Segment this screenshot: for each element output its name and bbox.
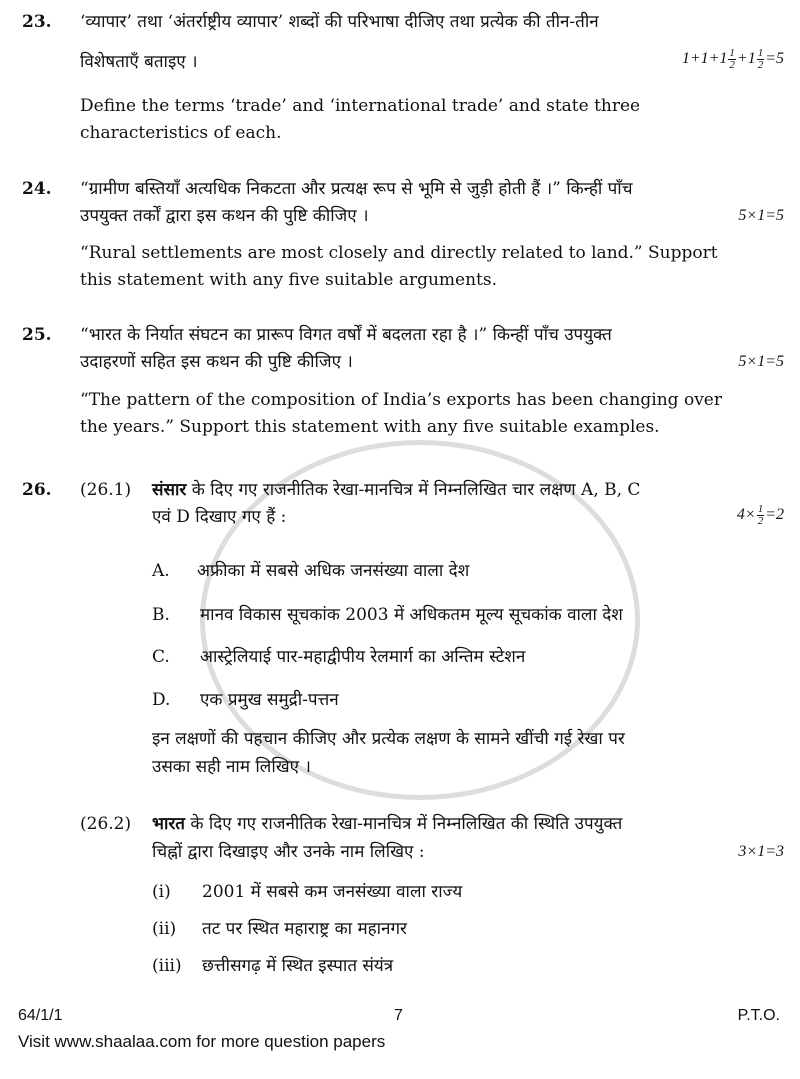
visit-link[interactable]: Visit www.shaalaa.com for more question papers [18, 1032, 386, 1051]
item-text: मानव विकास सूचकांक 2003 में अधिकतम मूल्य सूचकांक वाला देश [200, 605, 623, 625]
q25-hindi-line2: उदाहरणों सहित इस कथन की पुष्टि कीजिए । [80, 352, 353, 372]
bold-word: संसार [152, 480, 187, 500]
item-key: B. [152, 605, 170, 625]
item-key: C. [152, 647, 170, 667]
question-number: 24. [22, 179, 52, 199]
frac-den: 2 [757, 515, 764, 527]
item-key: (i) [152, 882, 171, 902]
pto-label: P.T.O. [737, 1007, 780, 1024]
text: के दिए गए राजनीतिक रेखा-मानचित्र में निम्नलिखित चार लक्षण A, B, C [186, 480, 641, 500]
frac-den: 2 [757, 59, 764, 71]
q25-hindi-line1: “भारत के निर्यात संघटन का प्रारूप विगत वर्षों में बदलता रहा है ।” किन्हीं पाँच उपयुक्त [80, 325, 612, 345]
marks-part: =5 [765, 50, 784, 68]
text: के दिए गए राजनीतिक रेखा-मानचित्र में निम्नलिखित की स्थिति उपयुक्त [185, 814, 623, 834]
marks-part: =2 [765, 506, 784, 524]
item-key: (iii) [152, 956, 182, 976]
q24-hindi-line1: “ग्रामीण बस्तियाँ अत्यधिक निकटता और प्रत्यक्ष रूप से भूमि से जुड़ी होती हैं ।” किन्हीं पाँच [80, 179, 633, 199]
frac-num: 1 [729, 47, 735, 59]
frac-num: 1 [757, 503, 764, 515]
q26-2-line1 [152, 813, 622, 835]
q26-1-line2: एवं D दिखाए गए हैं : [152, 507, 287, 527]
q23-english-line2: characteristics of each. [80, 123, 282, 143]
item-text: आस्ट्रेलियाई पार-महाद्वीपीय रेलमार्ग का अन्तिम स्टेशन [200, 647, 526, 667]
q26-2-line2: चिह्नों द्वारा दिखाइए और उनके नाम लिखिए : [152, 842, 425, 862]
paper-code: 64/1/1 [18, 1007, 63, 1024]
q24-hindi-line2: उपयुक्त तर्कों द्वारा इस कथन की पुष्टि कीजिए । [80, 206, 369, 226]
q25-english-line2: the years.” Support this statement with any five suitable examples. [80, 417, 660, 437]
question-number: 25. [22, 325, 52, 345]
q23-english-line1: Define the terms ‘trade’ and ‘international trade’ and state three [80, 96, 641, 116]
item-text: तट पर स्थित महाराष्ट्र का महानगर [202, 919, 408, 939]
q26-2-marks: 3×1=3 [738, 843, 784, 860]
q24-marks: 5×1=5 [738, 207, 784, 224]
q23-hindi-line1: ‘व्यापार’ तथा ‘अंतर्राष्ट्रीय व्यापार’ शब्दों की परिभाषा दीजिए तथा प्रत्येक की तीन-तीन [80, 12, 599, 32]
subquestion-label: (26.2) [80, 814, 132, 834]
marks-part: 4× [736, 506, 756, 524]
q24-english-line1: “Rural settlements are most closely and directly related to land.” Support [80, 243, 718, 263]
q25-marks: 5×1=5 [738, 353, 784, 370]
q26-1-line1 [152, 479, 640, 501]
q23-marks [682, 48, 784, 71]
page-number: 7 [394, 1007, 403, 1024]
q24-english-line2: this statement with any five suitable arguments. [80, 270, 498, 290]
marks-part: 1+1+1 [681, 50, 728, 68]
item-key: D. [152, 690, 171, 710]
q25-english-line1: “The pattern of the composition of India’s exports has been changing over [80, 390, 722, 410]
frac-num: 1 [757, 47, 764, 59]
item-text: 2001 में सबसे कम जनसंख्या वाला राज्य [202, 882, 463, 902]
frac-den: 2 [729, 59, 735, 71]
fraction [728, 48, 736, 71]
question-number: 26. [22, 480, 52, 500]
item-text: एक प्रमुख समुद्री-पत्तन [200, 690, 339, 710]
marks-part: +1 [736, 50, 756, 68]
q23-hindi-line2: विशेषताएँ बताइए । [80, 52, 198, 72]
subquestion-label: (26.1) [80, 480, 132, 500]
bold-word: भारत [152, 814, 185, 834]
item-text: अफ्रीका में सबसे अधिक जनसंख्या वाला देश [197, 561, 470, 581]
item-text: छत्तीसगढ़ में स्थित इस्पात संयंत्र [202, 956, 394, 976]
item-key: (ii) [152, 919, 177, 939]
question-number: 23. [22, 12, 52, 32]
q26-1-instruction-line1: इन लक्षणों की पहचान कीजिए और प्रत्येक लक्षण के सामने खींची गई रेखा पर [152, 729, 625, 749]
fraction [757, 48, 765, 71]
q26-1-marks [737, 504, 784, 527]
fraction [757, 504, 765, 527]
item-key: A. [152, 561, 170, 581]
q26-1-instruction-line2: उसका सही नाम लिखिए । [152, 757, 311, 777]
